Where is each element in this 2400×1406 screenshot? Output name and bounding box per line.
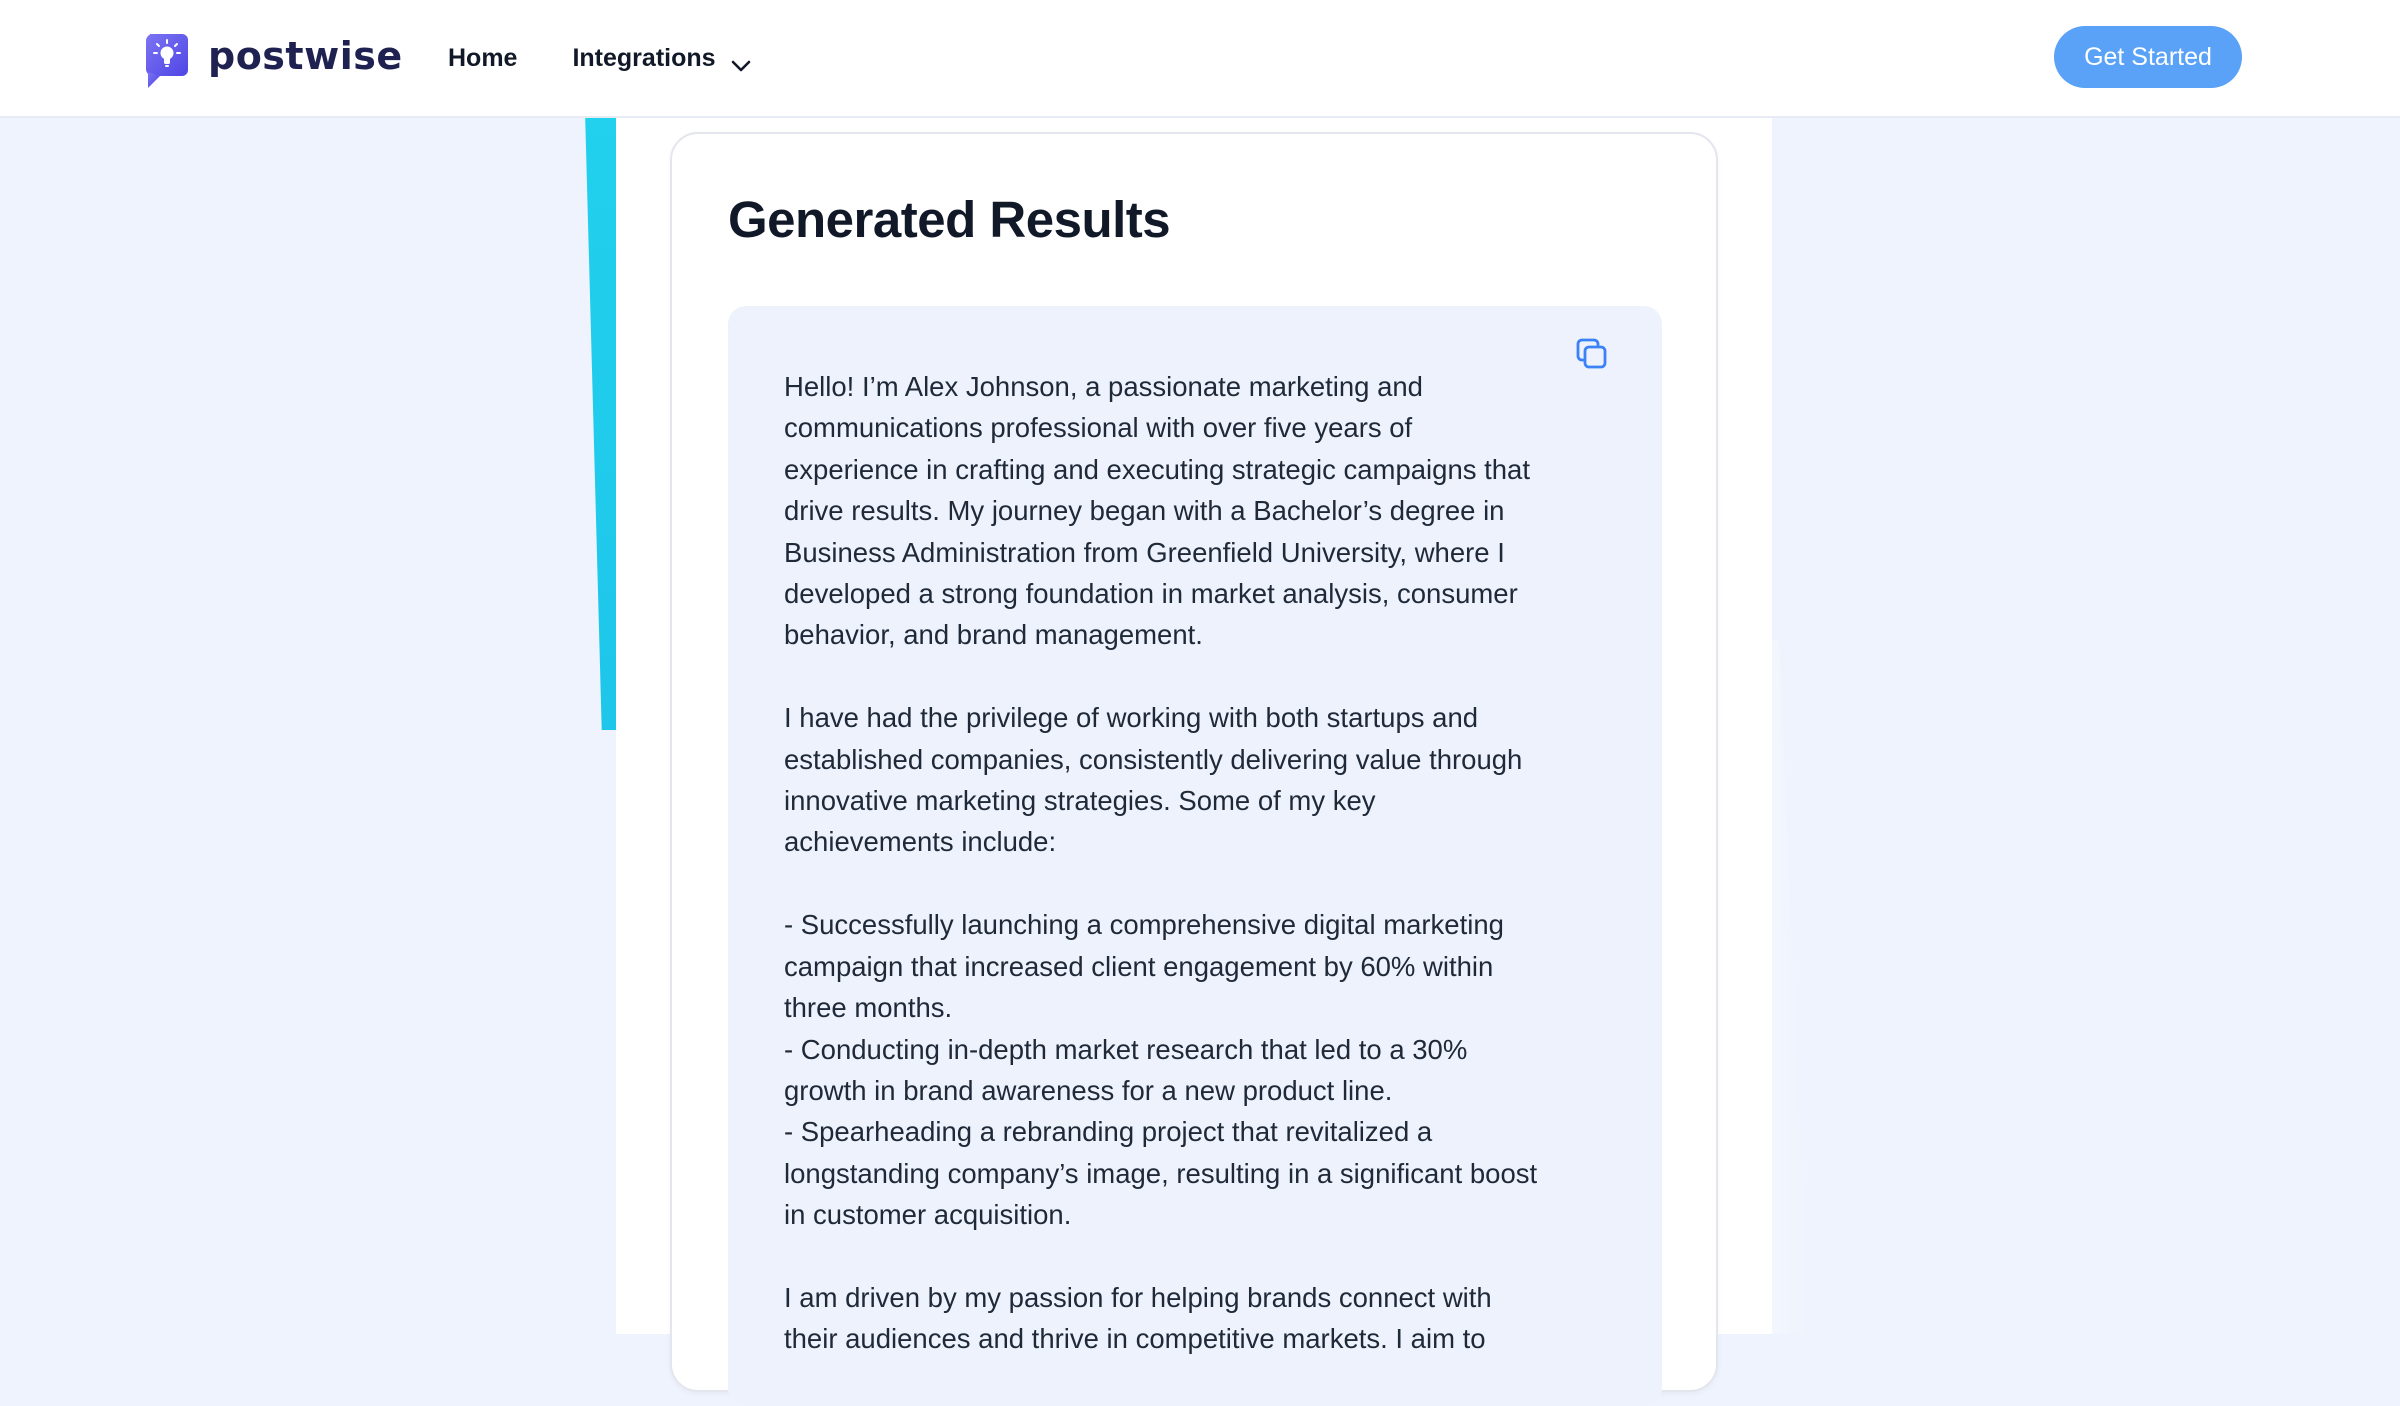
top-navbar bbox=[0, 0, 2400, 118]
nav-home[interactable]: Home bbox=[448, 43, 518, 72]
result-output-box bbox=[728, 306, 1662, 1406]
logo[interactable] bbox=[144, 32, 403, 92]
logo-wordmark: postwise bbox=[208, 34, 403, 78]
copy-icon bbox=[1575, 337, 1609, 376]
copy-button[interactable] bbox=[1570, 334, 1614, 378]
generated-text: Hello! I’m Alex Johnson, a passionate marketing and communications professional with over five years of experience in crafting and executing strategic campaigns that drive results. My journey began with a Bachelor’s degree in Business Administration from Greenfield University, where I developed a strong foundation in market analysis, consumer behavior, and brand management. I have had the privilege of working with both startups and established companies, consistently delivering value through innovative marketing strategies. Some of my key achievements include: - Successfully launching a comprehensive digital marketing campaign that increased client engagement by 60% within three months. - Conducting in-depth market research that led to a 30% growth in brand awareness for a new product line. - Spearheading a rebranding project that revitalized a longstanding company’s image, resulting in a significant boost in customer acquisition. I am driven by my passion for helping brands connect with their audiences and thrive in competitive markets. I aim to bbox=[784, 371, 1538, 1355]
page-title: Generated Results bbox=[728, 191, 1171, 248]
nav-integrations-label: Integrations bbox=[572, 43, 716, 72]
chevron-down-icon bbox=[730, 51, 752, 65]
generated-results-card bbox=[670, 132, 1718, 1392]
main-nav bbox=[448, 38, 752, 78]
nav-integrations[interactable] bbox=[572, 44, 751, 73]
lightbulb-chat-icon bbox=[144, 32, 190, 92]
get-started-button[interactable]: Get Started bbox=[2054, 26, 2242, 88]
decorative-shadow bbox=[1772, 640, 1808, 1334]
